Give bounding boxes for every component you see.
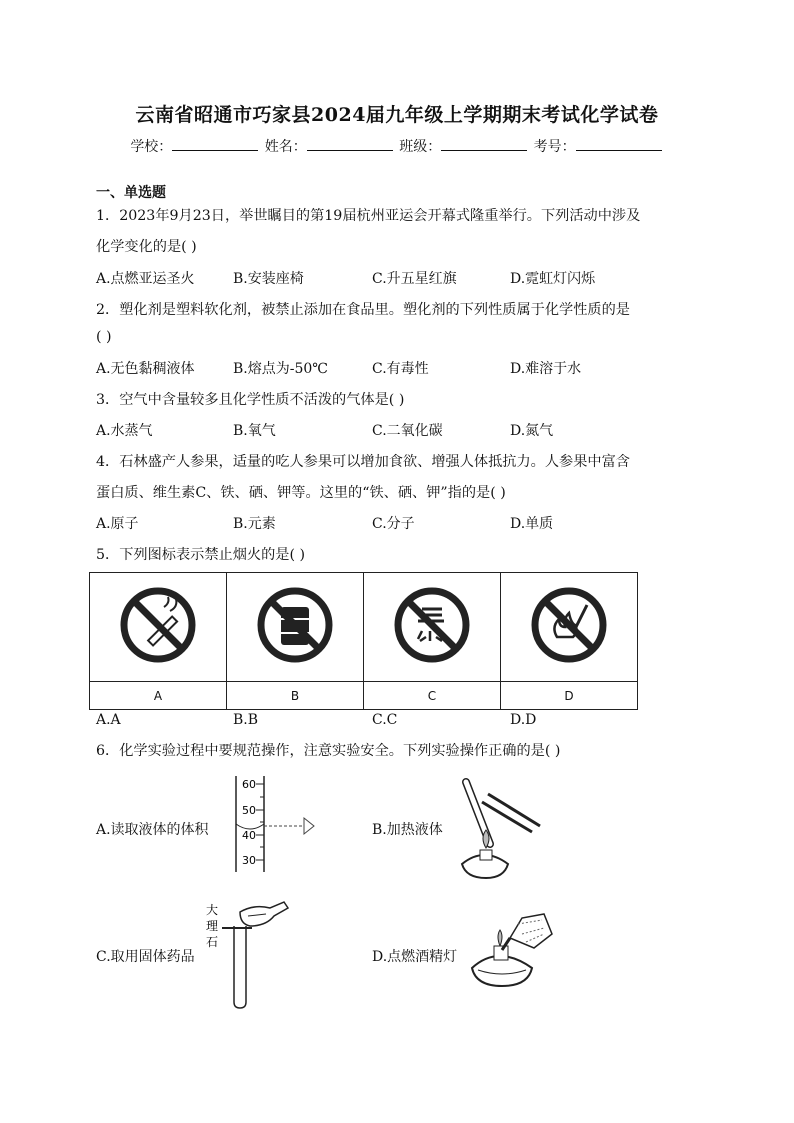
school-blank: [172, 138, 258, 151]
q6-option-b: B.加热液体: [372, 822, 443, 838]
lighting-alcohol-lamp-figure: [466, 908, 558, 992]
q4-option-d: D.单质: [510, 516, 554, 532]
name-blank: [307, 138, 393, 151]
q3-option-b: B.氧气: [233, 423, 276, 439]
q3-option-a: A.水蒸气: [96, 423, 153, 439]
q1-option-b: B.安装座椅: [233, 271, 304, 287]
number-label: 考号：: [533, 139, 576, 155]
cylinder-tick-50: 50: [242, 804, 256, 817]
q4-option-a: A.原子: [96, 516, 139, 532]
student-info-line: [0, 136, 794, 156]
q1-option-a: A.点燃亚运圣火: [96, 271, 195, 287]
cylinder-tick-30: 30: [242, 854, 256, 867]
sign-label-b: B: [227, 682, 364, 710]
q2-stem-line2: ( ): [96, 329, 112, 345]
sign-label-a: A: [90, 682, 227, 710]
marble-label-1: 大: [206, 903, 219, 917]
q2-option-d: D.难溶于水: [510, 361, 582, 377]
q3-option-d: D.氮气: [510, 423, 554, 439]
q6-stem: 6．化学实验过程中要规范操作，注意实验安全。下列实验操作正确的是( ): [96, 743, 561, 759]
graduated-cylinder-figure: [228, 774, 320, 874]
section-heading: 一、单选题: [96, 185, 166, 201]
sign-cell-a: [90, 573, 227, 682]
sign-cell-c: [364, 573, 501, 682]
class-label: 班级：: [399, 139, 442, 155]
q1-stem-line2: 化学变化的是( ): [96, 239, 197, 255]
page-title: 云南省昭通市巧家县2024届九年级上学期期末考试化学试卷: [135, 104, 659, 126]
sign-cell-d: [501, 573, 638, 682]
cylinder-tick-60: 60: [242, 778, 256, 791]
q3-stem: 3．空气中含量较多且化学性质不活泼的气体是( ): [96, 392, 405, 408]
heating-liquid-figure: [452, 774, 552, 882]
q4-stem-line1: 4．石林盛产人参果，适量的吃人参果可以增加食欲、增强人体抵抗力。人参果中富含: [96, 454, 630, 470]
q1-stem-line1: 1．2023年9月23日，举世瞩目的第19届杭州亚运会开幕式隆重举行。下列活动中涉及: [96, 208, 641, 224]
school-label: 学校：: [130, 139, 173, 155]
sign-cell-b: [227, 573, 364, 682]
q4-stem-line2: 蛋白质、维生素C、铁、硒、钾等。这里的“铁、硒、钾”指的是( ): [96, 485, 506, 501]
q5-stem: 5．下列图标表示禁止烟火的是( ): [96, 547, 306, 563]
q6-option-a: A.读取液体的体积: [96, 822, 209, 838]
q2-stem-line1: 2．塑化剂是塑料软化剂，被禁止添加在食品里。塑化剂的下列性质属于化学性质的是: [96, 302, 630, 318]
q2-option-b: B.熔点为-50℃: [233, 361, 328, 377]
marble-label-3: 石: [206, 935, 219, 949]
q5-option-b: B.B: [233, 712, 259, 728]
taking-solid-figure: [200, 898, 292, 1010]
q2-option-c: C.有毒性: [372, 361, 429, 377]
q6-option-d: D.点燃酒精灯: [372, 949, 458, 965]
sign-table: [89, 572, 638, 710]
class-blank: [441, 138, 527, 151]
q4-option-b: B.元素: [233, 516, 276, 532]
number-blank: [576, 138, 662, 151]
marble-label-2: 理: [206, 919, 219, 933]
sign-label-c: C: [364, 682, 501, 710]
q4-option-c: C.分子: [372, 516, 415, 532]
q5-option-a: A.A: [96, 712, 121, 728]
q2-option-a: A.无色黏稠液体: [96, 361, 195, 377]
q1-option-c: C.升五星红旗: [372, 271, 457, 287]
no-fireworks-icon: [392, 585, 472, 665]
q3-option-c: C.二氧化碳: [372, 423, 443, 439]
no-open-flame-icon: [529, 585, 609, 665]
name-label: 姓名：: [264, 139, 307, 155]
no-flammables-barrel-icon: [255, 585, 335, 665]
sign-label-d: D: [501, 682, 638, 710]
no-smoking-icon: [118, 585, 198, 665]
cylinder-tick-40: 40: [242, 829, 256, 842]
q6-option-c: C.取用固体药品: [96, 949, 195, 965]
q1-option-d: D.霓虹灯闪烁: [510, 271, 596, 287]
q5-option-d: D.D: [510, 712, 537, 728]
q5-option-c: C.C: [372, 712, 398, 728]
